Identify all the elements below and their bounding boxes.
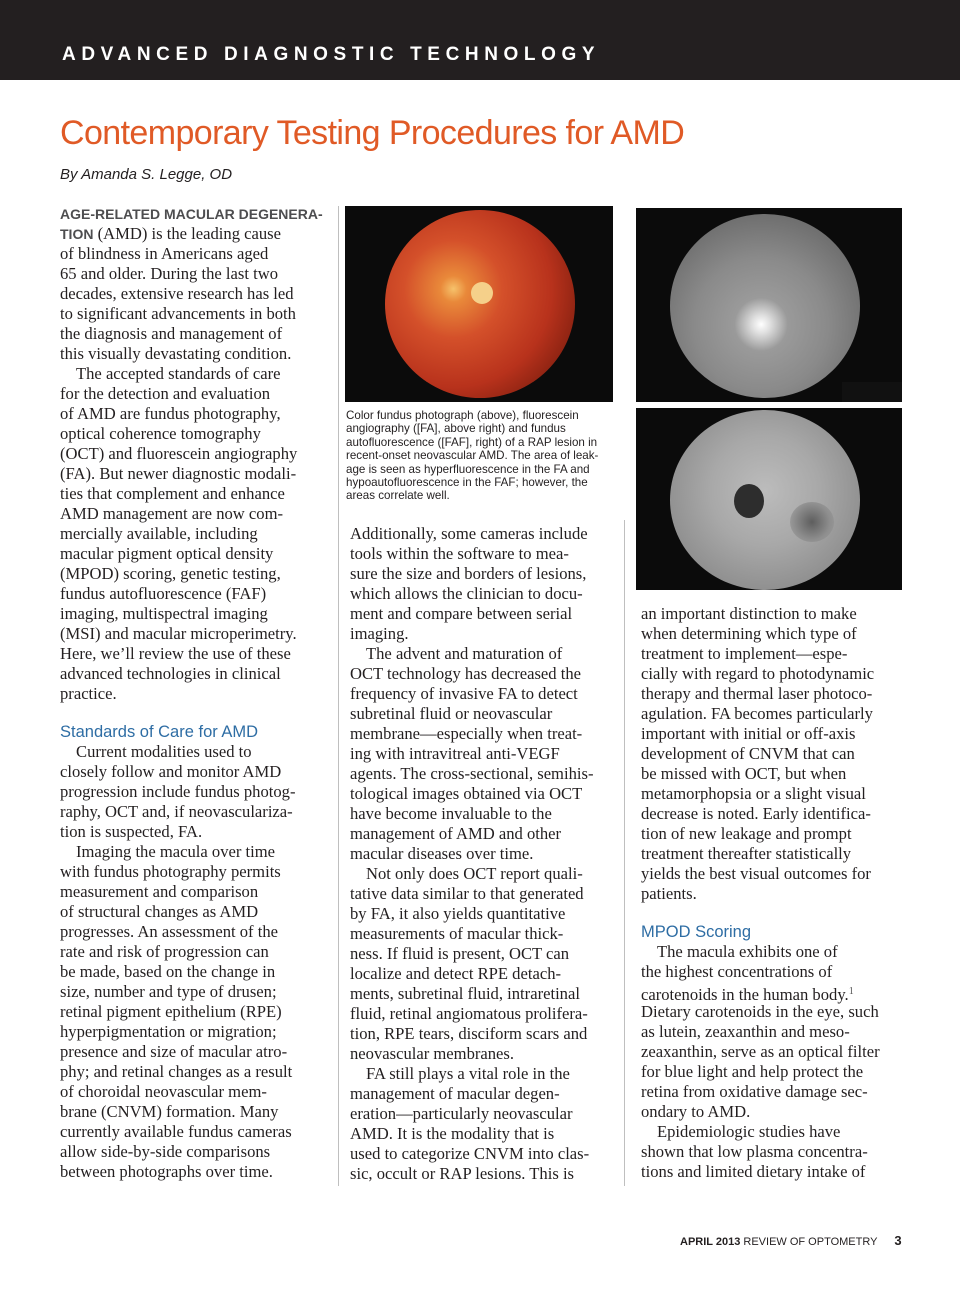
text-line: therapy and thermal laser photoco-	[641, 684, 873, 703]
section-banner	[0, 0, 960, 80]
text-line: OCT technology has decreased the	[350, 664, 582, 683]
text-line: fluid, retinal angiomatous prolifera-	[350, 1004, 588, 1023]
text-line: neovascular membranes.	[350, 1044, 515, 1063]
text-line: of choroidal neovascular mem-	[60, 1082, 267, 1101]
text-line: advanced technologies in clinical	[60, 664, 281, 683]
text-line: presence and size of macular atro-	[60, 1042, 288, 1061]
text-line: ties that complement and enhance	[60, 484, 285, 503]
lead-line	[60, 224, 330, 244]
reference-superscript: 1	[848, 986, 854, 997]
section-heading: MPOD Scoring	[641, 923, 752, 941]
text-line: macular diseases over time.	[350, 844, 534, 863]
text-line: development of CNVM that can	[641, 744, 855, 763]
text-line: ondary to AMD.	[641, 1102, 751, 1121]
text-line-with-reference	[641, 982, 916, 1002]
text-line: this visually devastating condition.	[60, 344, 292, 363]
text-line: patients.	[641, 884, 697, 903]
retina-image	[385, 210, 575, 398]
text-line: frequency of invasive FA to detect	[350, 684, 578, 703]
text-line: fundus autofluorescence (FAF)	[60, 584, 267, 603]
text-line: Dietary carotenoids in the eye, such	[641, 1002, 879, 1021]
column-divider	[338, 206, 339, 1186]
text-line: for blue light and help protect the	[641, 1062, 864, 1081]
text-line: the highest concentrations of	[641, 962, 833, 981]
text-line: subretinal fluid or neovascular	[350, 704, 553, 723]
text-line: decades, extensive research has led	[60, 284, 294, 303]
image-corner-mark	[842, 382, 902, 402]
text-line: The advent and maturation of	[366, 644, 563, 663]
text-line: (FA). But newer diagnostic modali-	[60, 464, 297, 483]
byline: By Amanda S. Legge, OD	[60, 166, 233, 183]
text-line: ing with intravitreal anti-VEGF	[350, 744, 560, 763]
publication-name: REVIEW OF OPTOMETRY	[743, 1236, 878, 1248]
text-line: AMD. It is the modality that is	[350, 1124, 555, 1143]
text-line: retinal pigment epithelium (RPE)	[60, 1002, 282, 1021]
text-line: important with initial or off-axis	[641, 724, 856, 743]
text-line: sic, occult or RAP lesions. This is	[350, 1164, 575, 1183]
text-line: progresses. An assessment of the	[60, 922, 278, 941]
text-line: tion, RPE tears, disciform scars and	[350, 1024, 588, 1043]
text-line: (OCT) and fluorescein angiography	[60, 444, 298, 463]
text-line: eration—particularly neovascular	[350, 1104, 573, 1123]
text-line: tions and limited dietary intake of	[641, 1162, 866, 1181]
optic-disc	[471, 282, 493, 304]
text-line: yields the best visual outcomes for	[641, 864, 871, 883]
text-line: for the detection and evaluation	[60, 384, 271, 403]
color-fundus-photo	[345, 206, 613, 402]
text-line: Not only does OCT report quali-	[366, 864, 583, 883]
text-line: The accepted standards of care	[76, 364, 281, 383]
text-line: zeaxanthin, serve as an optical filter	[641, 1042, 880, 1061]
text-line: sure the size and borders of lesions,	[350, 564, 587, 583]
text-line: imaging.	[350, 624, 409, 643]
text-line: management of macular degen-	[350, 1084, 560, 1103]
text-line: membrane—especially when treat-	[350, 724, 583, 743]
text-line: rate and risk of progression can	[60, 942, 269, 961]
text-line: ness. If fluid is present, OCT can	[350, 944, 570, 963]
section-label: ADVANCED DIAGNOSTIC TECHNOLOGY	[62, 44, 601, 65]
text-line: tion is suspected, FA.	[60, 822, 203, 841]
text-line: mercially available, including	[60, 524, 258, 543]
fluorescein-angiogram-image	[636, 208, 902, 402]
text-line: hyperpigmentation or migration;	[60, 1022, 277, 1041]
column-3	[641, 604, 916, 1182]
text-line: tological images obtained via OCT	[350, 784, 583, 803]
text-line: tative data similar to that generated	[350, 884, 584, 903]
text-line: as lutein, zeaxanthin and meso-	[641, 1022, 850, 1041]
text-line: metamorphopsia or a slight visual	[641, 784, 866, 803]
retina-image	[670, 410, 860, 590]
text-line: be missed with OCT, but when	[641, 764, 847, 783]
text-line: ment and compare between serial	[350, 604, 573, 623]
text-line: the diagnosis and management of	[60, 324, 283, 343]
text-line: practice.	[60, 684, 117, 703]
retina-image	[670, 214, 860, 398]
column-2	[350, 524, 620, 1184]
text-line: Here, we’ll review the use of these	[60, 644, 291, 663]
text-line: progression include fundus photog-	[60, 782, 296, 801]
text-line: management of AMD and other	[350, 824, 562, 843]
text-line: be made, based on the change in	[60, 962, 276, 981]
column-divider	[624, 520, 625, 1186]
text-line: optical coherence tomography	[60, 424, 261, 443]
text-line: macular pigment optical density	[60, 544, 274, 563]
text-line: when determining which type of	[641, 624, 857, 643]
caption-line: angiography ([FA], above right) and fundus	[346, 422, 566, 436]
text-line: measurement and comparison	[60, 882, 259, 901]
text-line: raphy, OCT and, if neovasculariza-	[60, 802, 293, 821]
lesion-area	[790, 502, 834, 542]
article-title: Contemporary Testing Procedures for AMD	[60, 114, 685, 152]
text-line: currently available fundus cameras	[60, 1122, 292, 1141]
text-line: of structural changes as AMD	[60, 902, 259, 921]
figure-caption	[346, 409, 618, 503]
text-line: treatment thereafter statistically	[641, 844, 852, 863]
text-line: tools within the software to mea-	[350, 544, 569, 563]
text-line: AMD management are now com-	[60, 504, 284, 523]
text-line: of blindness in Americans aged	[60, 244, 269, 263]
text-line: with fundus photography permits	[60, 862, 281, 881]
text-line: between photographs over time.	[60, 1162, 273, 1181]
issue-date: APRIL 2013	[680, 1236, 741, 1248]
text-line: measurements of macular thick-	[350, 924, 564, 943]
text-line: carotenoids in the human body.	[641, 985, 849, 1004]
text-line: of AMD are fundus photography,	[60, 404, 281, 423]
text-line: FA still plays a vital role in the	[366, 1064, 570, 1083]
caption-line: areas correlate well.	[346, 489, 450, 503]
text-line: ments, subretinal fluid, intraretinal	[350, 984, 580, 1003]
text-line: localize and detect RPE detach-	[350, 964, 562, 983]
text-line: which allows the clinician to docu-	[350, 584, 583, 603]
text-line: The macula exhibits one of	[657, 942, 838, 961]
lead-in: AGE-RELATED MACULAR DEGENERA-	[60, 206, 323, 222]
text-line: decrease is noted. Early identifica-	[641, 804, 871, 823]
text-line: Additionally, some cameras include	[350, 524, 588, 543]
caption-line: recent-onset neovascular AMD. The area of leak-	[346, 449, 599, 463]
text-line: closely follow and monitor AMD	[60, 762, 282, 781]
text-line: have become invaluable to the	[350, 804, 552, 823]
text-line: phy; and retinal changes as a result	[60, 1062, 293, 1081]
text-line: Imaging the macula over time	[76, 842, 276, 861]
text-line: size, number and type of drusen;	[60, 982, 277, 1001]
text-line: allow side-by-side comparisons	[60, 1142, 271, 1161]
lead-line	[60, 204, 330, 224]
section-heading: Standards of Care for AMD	[60, 723, 259, 741]
fundus-autofluorescence-image	[636, 408, 902, 590]
lead-in: TION	[60, 226, 94, 242]
column-1	[60, 204, 330, 1182]
text-line: treatment to implement—espe-	[641, 644, 848, 663]
text-line: (MPOD) scoring, genetic testing,	[60, 564, 281, 583]
text-line: imaging, multispectral imaging	[60, 604, 268, 623]
caption-line: hypoautofluorescence in the FAF; however, the	[346, 475, 588, 489]
page-number: 3	[894, 1233, 902, 1248]
text-line: used to categorize CNVM into clas-	[350, 1144, 590, 1163]
text-line: by FA, it also yields quantitative	[350, 904, 566, 923]
text-line: brane (CNVM) formation. Many	[60, 1102, 279, 1121]
text-line: (AMD) is the leading cause	[93, 224, 281, 243]
text-line: retina from oxidative damage sec-	[641, 1082, 868, 1101]
text-line: Current modalities used to	[76, 742, 252, 761]
caption-line: Color fundus photograph (above), fluorescein	[346, 409, 579, 422]
text-line: 65 and older. During the last two	[60, 264, 278, 283]
text-line: to significant advancements in both	[60, 304, 296, 323]
text-line: Epidemiologic studies have	[657, 1122, 841, 1141]
caption-line: autofluorescence ([FAF], right) of a RAP lesion in	[346, 435, 598, 449]
text-line: agents. The cross-sectional, semihis-	[350, 764, 594, 783]
caption-line: age is seen as hyperfluorescence in the FA and	[346, 462, 590, 476]
text-line: tion of new leakage and prompt	[641, 824, 852, 843]
text-line: an important distinction to make	[641, 604, 857, 623]
text-line: agulation. FA becomes particularly	[641, 704, 873, 723]
page-footer	[680, 1233, 902, 1248]
optic-disc	[734, 484, 764, 518]
text-line: (MSI) and macular microperimetry.	[60, 624, 297, 643]
text-line: shown that low plasma concentra-	[641, 1142, 868, 1161]
text-line: cially with regard to photodynamic	[641, 664, 875, 683]
